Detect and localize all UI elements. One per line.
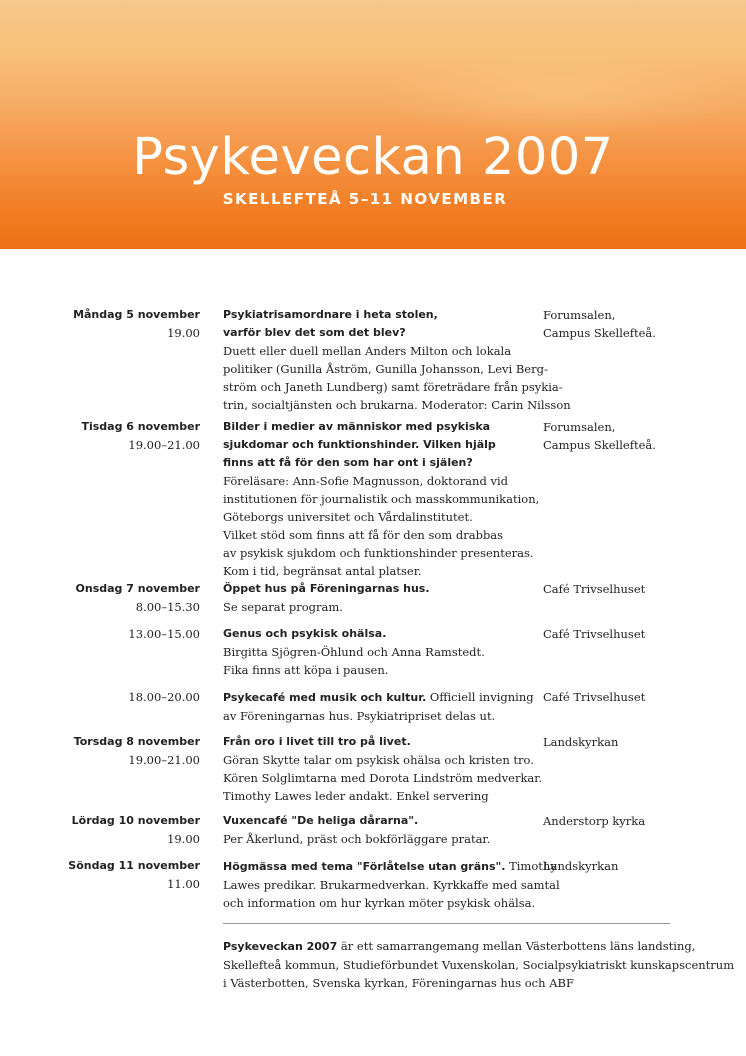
event-title-line: Öppet hus på Föreningarnas hus. <box>223 582 430 595</box>
event-text-line: Göteborgs universitet och Vårdalinstitutet. <box>223 510 473 524</box>
venue-line: Forumsalen, <box>543 420 616 434</box>
event-day: Måndag 5 november <box>73 308 200 321</box>
event-text-line: Föreläsare: Ann-Sofie Magnusson, doktorand vid <box>223 474 509 488</box>
venue-line: Landskyrkan <box>543 735 619 749</box>
event-text-line: och information om hur kyrkan möter psykisk ohälsa. <box>223 896 536 910</box>
venue-line: Café Trivselhuset <box>543 582 646 596</box>
event-description <box>223 418 540 580</box>
event-day: Torsdag 8 november <box>73 735 200 748</box>
event-text-line: ström och Janeth Lundberg) samt företrädare från psykia- <box>223 380 563 394</box>
venue-line: Campus Skellefteå. <box>543 326 656 340</box>
footer-bold: Psykeveckan 2007 <box>223 940 338 953</box>
event-text-line: av psykisk sjukdom och funktionshinder presenteras. <box>223 546 534 560</box>
footer-line <box>223 937 696 956</box>
event-description <box>223 857 560 912</box>
event-description <box>223 625 523 679</box>
event-title-line: Från oro i livet till tro på livet. <box>223 735 411 748</box>
event-time: 19.00 <box>167 326 200 340</box>
event-title-line: finns att få för den som har ont i själen? <box>223 456 473 469</box>
footer-line: i Västerbotten, Svenska kyrkan, Föreningarnas hus och ABF <box>223 976 574 990</box>
event-title-line <box>223 857 557 876</box>
event-time: 19.00 <box>167 832 200 846</box>
event-text-line: Duett eller duell mellan Anders Milton och lokala <box>223 344 512 358</box>
event-title-line: Genus och psykisk ohälsa. <box>223 627 387 640</box>
event-text-line: politiker (Gunilla Åström, Gunilla Johansson, Levi Berg- <box>223 362 548 376</box>
event-description <box>223 580 523 616</box>
venue-line: Forumsalen, <box>543 308 616 322</box>
footer-divider <box>223 923 670 924</box>
event-text-line: Kom i tid, begränsat antal platser. <box>223 564 422 578</box>
page-subtitle: SKELLEFTEÅ 5–11 NOVEMBER <box>222 190 508 208</box>
venue-line: Café Trivselhuset <box>543 690 646 704</box>
event-time: 18.00–20.00 <box>128 690 200 704</box>
event-venue <box>543 625 733 643</box>
event-description <box>223 688 534 725</box>
event-text-line: Per Åkerlund, präst och bokförläggare pratar. <box>223 832 491 846</box>
event-text-line: Timothy Lawes leder andakt. Enkel servering <box>223 789 489 803</box>
event-text-line: institutionen för journalistik och masskommunikation, <box>223 492 540 506</box>
event-title-line: Bilder i medier av människor med psykiska <box>223 420 491 433</box>
venue-line: Café Trivselhuset <box>543 627 646 641</box>
page-title: Psykeveckan 2007 <box>132 128 614 187</box>
event-venue <box>543 306 733 342</box>
event-description <box>223 306 571 414</box>
event-title-line <box>223 688 534 707</box>
event-text-line: trin, socialtjänsten och brukarna. Moderator: Carin Nilsson <box>223 398 571 412</box>
event-venue <box>543 688 733 706</box>
event-text-line: Göran Skytte talar om psykisk ohälsa och kristen tro. <box>223 753 534 767</box>
event-title-line: sjukdomar och funktionshinder. Vilken hjälp <box>223 438 496 451</box>
event-title-bold: Högmässa med tema "Förlåtelse utan gräns". <box>223 860 506 873</box>
event-day: Söndag 11 november <box>68 859 200 872</box>
event-text-line: Se separat program. <box>223 600 343 614</box>
event-day: Tisdag 6 november <box>81 420 200 433</box>
event-title-line: Vuxencafé "De heliga dårarna". <box>223 814 419 827</box>
event-time: 19.00–21.00 <box>128 438 200 452</box>
event-text-line: Vilket stöd som finns att få för den som drabbas <box>223 528 504 542</box>
event-time: 8.00–15.30 <box>135 600 200 614</box>
event-text-line: av Föreningarnas hus. Psykiatripriset delas ut. <box>223 709 496 723</box>
event-venue <box>543 857 733 875</box>
event-text-line: Birgitta Sjögren-Öhlund och Anna Ramstedt. <box>223 645 485 659</box>
event-title-bold: Psykecafé med musik och kultur. <box>223 691 427 704</box>
venue-line: Anderstorp kyrka <box>543 814 646 828</box>
event-time: 19.00–21.00 <box>128 753 200 767</box>
event-venue <box>543 418 733 454</box>
event-title-rest: Officiell invigning <box>426 690 534 704</box>
event-venue <box>543 812 733 830</box>
event-text-line: Lawes predikar. Brukarmedverkan. Kyrkkaffe med samtal <box>223 878 560 892</box>
footer-note <box>223 937 735 992</box>
event-day: Lördag 10 november <box>71 814 200 827</box>
event-description <box>223 812 523 848</box>
footer-line: Skellefteå kommun, Studieförbundet Vuxenskolan, Socialpsykiatriskt kunskapscentrum <box>223 958 735 972</box>
header-banner <box>0 0 746 249</box>
event-text-line: Kören Solglimtarna med Dorota Lindström medverkar. <box>223 771 543 785</box>
venue-line: Landskyrkan <box>543 859 619 873</box>
event-venue <box>543 580 733 598</box>
event-title-line: varför blev det som det blev? <box>223 326 406 339</box>
event-title-rest: Timothy <box>505 859 557 873</box>
event-day: Onsdag 7 november <box>75 582 200 595</box>
venue-line: Campus Skellefteå. <box>543 438 656 452</box>
event-description <box>223 733 543 805</box>
event-title-line: Psykiatrisamordnare i heta stolen, <box>223 308 438 321</box>
event-text-line: Fika finns att köpa i pausen. <box>223 663 389 677</box>
event-time: 11.00 <box>167 877 200 891</box>
footer-first-line-rest: är ett samarrangemang mellan Västerbottens läns landsting, <box>337 939 696 953</box>
event-time: 13.00–15.00 <box>128 627 200 641</box>
event-venue <box>543 733 733 751</box>
